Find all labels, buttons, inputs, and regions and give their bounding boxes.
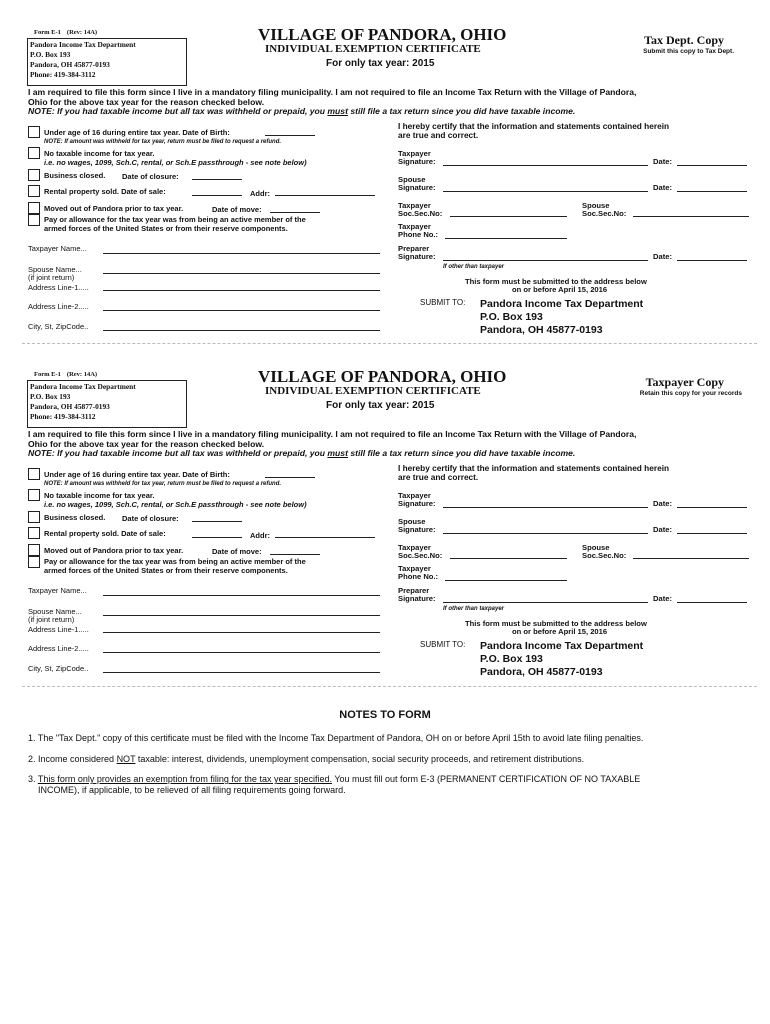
rental-addr-label: Addr: — [250, 531, 270, 540]
address2-label: Address Line-2..... — [28, 302, 89, 311]
taxpayer-ssn-field[interactable] — [450, 216, 567, 217]
intro-text: I am required to file this form since I live in a mandatory filing municipality. I am not required to file an Income Tax Return with the Village of Pandora, Ohio for the above tax year for the reason checked below. NOTE: If you had taxable income but all tax was withheld or prepaid, you must still file a tax return since you did have taxable income. — [28, 87, 637, 117]
checkbox-moved-out[interactable] — [28, 202, 40, 214]
taxpayer-name-field[interactable] — [103, 595, 380, 596]
option-moved-out: Moved out of Pandora prior to tax year. — [44, 204, 184, 213]
checkbox-under-16[interactable] — [28, 468, 40, 480]
note-1: 1. The "Tax Dept." copy of this certificate must be filed with the Income Tax Department of Pandora, OH on or before April 15th to avoid late filing penalties. — [28, 733, 644, 743]
checkbox-military[interactable] — [28, 214, 40, 226]
taxpayer-signature-label: Taxpayer Signature: — [398, 491, 436, 508]
preparer-note: If other than taxpayer — [443, 264, 505, 270]
option-rental-sold: Rental property sold. Date of sale: — [44, 187, 166, 196]
spouse-name-label: Spouse Name... — [28, 265, 82, 274]
closure-date-field[interactable] — [192, 179, 242, 180]
spouse-name-field[interactable] — [103, 615, 380, 616]
preparer-signature-field[interactable] — [443, 602, 648, 603]
birth-date-field[interactable] — [265, 135, 315, 136]
address2-field[interactable] — [103, 652, 380, 653]
city-label: City, St, ZipCode.. — [28, 664, 89, 673]
tax-year: For only tax year: 2015 — [326, 400, 435, 411]
submit-deadline: This form must be submitted to the address below — [465, 277, 647, 286]
spouse-signature-field[interactable] — [443, 533, 648, 534]
taxpayer-name-field[interactable] — [103, 253, 380, 254]
option-no-taxable-income: No taxable income for tax year. — [44, 491, 155, 500]
joint-return-note: (if joint return) — [28, 615, 75, 624]
taxpayer-signature-field[interactable] — [443, 507, 648, 508]
address1-field[interactable] — [103, 632, 380, 633]
preparer-date-field[interactable] — [677, 260, 747, 261]
submit-deadline-date: on or before April 15, 2016 — [512, 627, 608, 636]
preparer-signature-label: Preparer Signature: — [398, 244, 436, 261]
submit-to-label: SUBMIT TO: — [420, 640, 466, 649]
spouse-ssn-label: Spouse Soc.Sec.No: — [582, 201, 627, 218]
joint-return-note: (if joint return) — [28, 273, 75, 282]
note-2: 2. Income considered NOT taxable: interest, dividends, unemployment compensation, social security proceeds, and retirement distributions. — [28, 754, 585, 764]
refund-note: NOTE: If amount was withheld for tax year, return must be filed to request a refund. — [44, 139, 282, 145]
taxpayer-ssn-label: Taxpayer Soc.Sec.No: — [398, 201, 443, 218]
closure-date-label: Date of closure: — [122, 514, 179, 523]
submit-deadline: This form must be submitted to the address below — [465, 619, 647, 628]
certification-text: I hereby certify that the information and statements contained herein are true and correct. — [398, 121, 670, 140]
copy-label: Tax Dept. Copy — [644, 33, 724, 47]
taxpayer-phone-field[interactable] — [445, 238, 567, 239]
sale-date-field[interactable] — [192, 195, 242, 196]
taxpayer-signature-label: Taxpayer Signature: — [398, 149, 436, 166]
checkbox-military[interactable] — [28, 556, 40, 568]
preparer-date-field[interactable] — [677, 602, 747, 603]
address1-field[interactable] — [103, 290, 380, 291]
city-field[interactable] — [103, 672, 380, 673]
taxpayer-date-label: Date: — [653, 157, 672, 166]
spouse-signature-field[interactable] — [443, 191, 648, 192]
form-number: Form E-1 (Rev: 14A) — [34, 371, 98, 378]
rental-addr-field[interactable] — [275, 195, 375, 196]
spouse-ssn-field[interactable] — [633, 558, 749, 559]
option-business-closed: Business closed. — [44, 171, 106, 180]
option-under-16: Under age of 16 during entire tax year. Date of Birth: — [44, 128, 230, 137]
copy-note: Submit this copy to Tax Dept. — [643, 48, 734, 55]
intro-text: I am required to file this form since I live in a mandatory filing municipality. I am not required to file an Income Tax Return with the Village of Pandora, Ohio for the above tax year for the reason checked below. NOTE: If you had taxable income but all tax was withheld or prepaid, you must still file a tax return since you did have taxable income. — [28, 429, 637, 459]
option-business-closed: Business closed. — [44, 513, 106, 522]
spouse-ssn-field[interactable] — [633, 216, 749, 217]
checkbox-business-closed[interactable] — [28, 169, 40, 181]
checkbox-business-closed[interactable] — [28, 511, 40, 523]
form-subtitle: INDIVIDUAL EXEMPTION CERTIFICATE — [265, 43, 481, 55]
spouse-ssn-label: Spouse Soc.Sec.No: — [582, 543, 627, 560]
taxpayer-date-field[interactable] — [677, 507, 747, 508]
taxpayer-ssn-label: Taxpayer Soc.Sec.No: — [398, 543, 443, 560]
submit-address: Pandora Income Tax Department P.O. Box 193 Pandora, OH 45877-0193 — [480, 298, 644, 336]
sale-date-field[interactable] — [192, 537, 242, 538]
spouse-name-label: Spouse Name... — [28, 607, 82, 616]
taxpayer-date-label: Date: — [653, 499, 672, 508]
option-under-16: Under age of 16 during entire tax year. Date of Birth: — [44, 470, 230, 479]
option-moved-out: Moved out of Pandora prior to tax year. — [44, 546, 184, 555]
form-title: VILLAGE OF PANDORA, OHIO — [258, 367, 507, 386]
checkbox-rental-sold[interactable] — [28, 185, 40, 197]
preparer-signature-label: Preparer Signature: — [398, 586, 436, 603]
move-date-label: Date of move: — [212, 547, 262, 556]
form-tax-dept-copy — [0, 0, 770, 340]
copy-label: Taxpayer Copy — [645, 375, 724, 389]
form-number: Form E-1 (Rev: 14A) — [34, 29, 98, 36]
cut-line — [22, 686, 757, 687]
rental-addr-field[interactable] — [275, 537, 375, 538]
notes-title: NOTES TO FORM — [339, 709, 431, 721]
option-military-cont: armed forces of the United States or from their reserve components. — [44, 224, 288, 233]
taxpayer-phone-field[interactable] — [445, 580, 567, 581]
form-title: VILLAGE OF PANDORA, OHIO — [258, 25, 507, 44]
spouse-date-field[interactable] — [677, 191, 747, 192]
certification-text: I hereby certify that the information and statements contained herein are true and correct. — [398, 463, 670, 482]
address1-label: Address Line-1..... — [28, 283, 89, 292]
taxpayer-ssn-field[interactable] — [450, 558, 567, 559]
spouse-date-label: Date: — [653, 183, 672, 192]
copy-note: Retain this copy for your records — [639, 390, 742, 397]
preparer-date-label: Date: — [653, 594, 672, 603]
checkbox-no-taxable-income[interactable] — [28, 489, 40, 501]
option-military-cont: armed forces of the United States or from their reserve components. — [44, 566, 288, 575]
submit-address: Pandora Income Tax Department P.O. Box 193 Pandora, OH 45877-0193 — [480, 640, 644, 678]
taxpayer-phone-label: Taxpayer Phone No.: — [398, 564, 439, 581]
form-taxpayer-copy — [0, 342, 770, 682]
birth-date-field[interactable] — [265, 477, 315, 478]
no-income-examples: i.e. no wages, 1099, Sch.C, rental, or Sch.E passthrough - see note below) — [44, 500, 307, 509]
refund-note: NOTE: If amount was withheld for tax year, return must be filed to request a refund. — [44, 481, 282, 487]
preparer-note: If other than taxpayer — [443, 606, 505, 612]
taxpayer-signature-field[interactable] — [443, 165, 648, 166]
checkbox-moved-out[interactable] — [28, 544, 40, 556]
rental-addr-label: Addr: — [250, 189, 270, 198]
spouse-name-field[interactable] — [103, 273, 380, 274]
move-date-label: Date of move: — [212, 205, 262, 214]
option-military: Pay or allowance for the tax year was from being an active member of the — [44, 557, 306, 566]
tax-year: For only tax year: 2015 — [326, 58, 435, 69]
dept-address-box: Pandora Income Tax Department P.O. Box 193 Pandora, OH 45877-0193 Phone: 419-384-3112 — [27, 38, 187, 86]
spouse-signature-label: Spouse Signature: — [398, 175, 436, 192]
taxpayer-phone-label: Taxpayer Phone No.: — [398, 222, 439, 239]
form-subtitle: INDIVIDUAL EXEMPTION CERTIFICATE — [265, 385, 481, 397]
submit-to-label: SUBMIT TO: — [420, 298, 466, 307]
checkbox-no-taxable-income[interactable] — [28, 147, 40, 159]
address1-label: Address Line-1..... — [28, 625, 89, 634]
spouse-date-field[interactable] — [677, 533, 747, 534]
dept-address-box: Pandora Income Tax Department P.O. Box 193 Pandora, OH 45877-0193 Phone: 419-384-3112 — [27, 380, 187, 428]
checkbox-under-16[interactable] — [28, 126, 40, 138]
taxpayer-date-field[interactable] — [677, 165, 747, 166]
checkbox-rental-sold[interactable] — [28, 527, 40, 539]
cut-line — [22, 343, 757, 344]
option-rental-sold: Rental property sold. Date of sale: — [44, 529, 166, 538]
closure-date-field[interactable] — [192, 521, 242, 522]
preparer-date-label: Date: — [653, 252, 672, 261]
option-no-taxable-income: No taxable income for tax year. — [44, 149, 155, 158]
no-income-examples: i.e. no wages, 1099, Sch.C, rental, or Sch.E passthrough - see note below) — [44, 158, 307, 167]
spouse-date-label: Date: — [653, 525, 672, 534]
option-military: Pay or allowance for the tax year was from being an active member of the — [44, 215, 306, 224]
preparer-signature-field[interactable] — [443, 260, 648, 261]
taxpayer-name-label: Taxpayer Name... — [28, 244, 87, 253]
city-field[interactable] — [103, 330, 380, 331]
move-date-field[interactable] — [270, 554, 320, 555]
address2-field[interactable] — [103, 310, 380, 311]
address2-label: Address Line-2..... — [28, 644, 89, 653]
city-label: City, St, ZipCode.. — [28, 322, 89, 331]
move-date-field[interactable] — [270, 212, 320, 213]
note-3: 3. This form only provides an exemption from filing for the tax year specified. You must fill out form E-3 (PERMANENT CERTIFICATION OF NO TAXABLE INCOME), if applicable, to be relieved of all filing requirements going forward. — [28, 774, 641, 795]
closure-date-label: Date of closure: — [122, 172, 179, 181]
taxpayer-name-label: Taxpayer Name... — [28, 586, 87, 595]
spouse-signature-label: Spouse Signature: — [398, 517, 436, 534]
submit-deadline-date: on or before April 15, 2016 — [512, 285, 608, 294]
